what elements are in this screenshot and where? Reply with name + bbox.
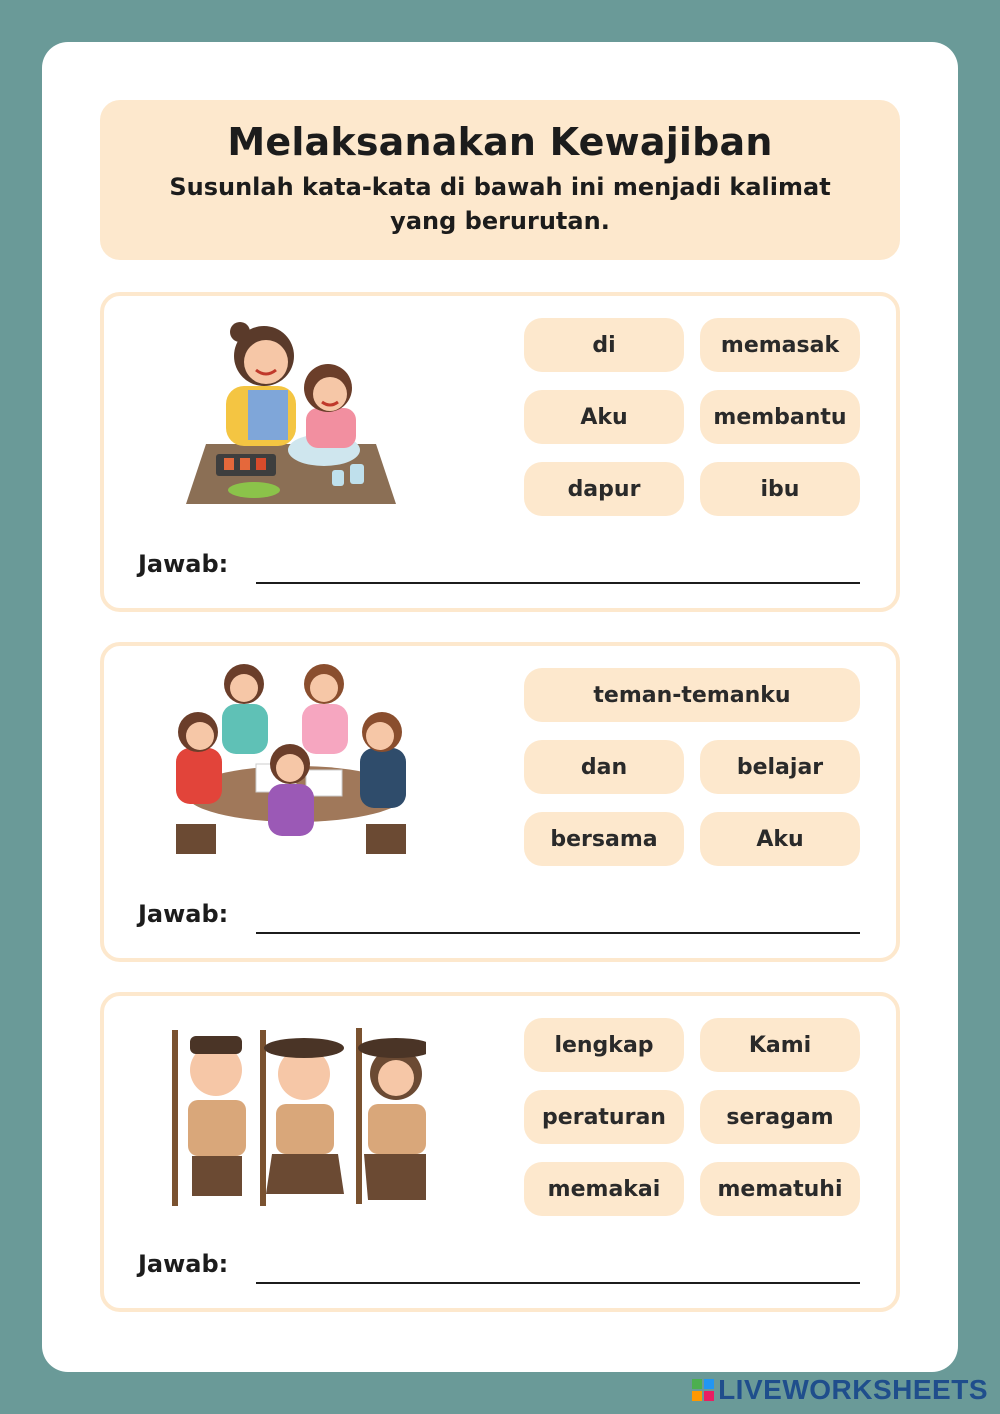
answer-input-line[interactable]	[256, 932, 860, 934]
exercise-card-1	[100, 292, 900, 612]
word-chip[interactable]: Aku	[700, 812, 860, 866]
word-chip[interactable]: mematuhi	[700, 1162, 860, 1216]
liveworksheets-brand[interactable]	[692, 1374, 988, 1406]
answer-label: Jawab:	[138, 1250, 229, 1278]
word-chip[interactable]: di	[524, 318, 684, 372]
word-chip[interactable]: Aku	[524, 390, 684, 444]
word-chip[interactable]: Kami	[700, 1018, 860, 1072]
scouts-illustration	[156, 1004, 426, 1224]
instructions: Susunlah kata-kata di bawah ini menjadi kalimat yang berurutan.	[169, 173, 831, 235]
answer-label: Jawab:	[138, 900, 229, 928]
word-chip[interactable]: membantu	[700, 390, 860, 444]
word-chip[interactable]: dan	[524, 740, 684, 794]
brand-name: LIVEWORKSHEETS	[718, 1374, 988, 1405]
header-banner	[100, 100, 900, 260]
answer-input-line[interactable]	[256, 1282, 860, 1284]
studying-illustration	[156, 654, 426, 874]
word-chip[interactable]: ibu	[700, 462, 860, 516]
answer-input-line[interactable]	[256, 582, 860, 584]
word-chip[interactable]: belajar	[700, 740, 860, 794]
exercise-card-2	[100, 642, 900, 962]
word-chip[interactable]: memakai	[524, 1162, 684, 1216]
liveworksheets-logo-icon	[692, 1379, 714, 1401]
word-chip[interactable]: teman-temanku	[524, 668, 860, 722]
word-chip[interactable]: dapur	[524, 462, 684, 516]
word-chip[interactable]: bersama	[524, 812, 684, 866]
word-chip[interactable]: peraturan	[524, 1090, 684, 1144]
word-chip[interactable]: seragam	[700, 1090, 860, 1144]
word-chip[interactable]: memasak	[700, 318, 860, 372]
word-chip[interactable]: lengkap	[524, 1018, 684, 1072]
page-title: Melaksanakan Kewajiban	[227, 120, 773, 164]
cooking-illustration	[156, 304, 426, 524]
answer-label: Jawab:	[138, 550, 229, 578]
exercise-card-3	[100, 992, 900, 1312]
